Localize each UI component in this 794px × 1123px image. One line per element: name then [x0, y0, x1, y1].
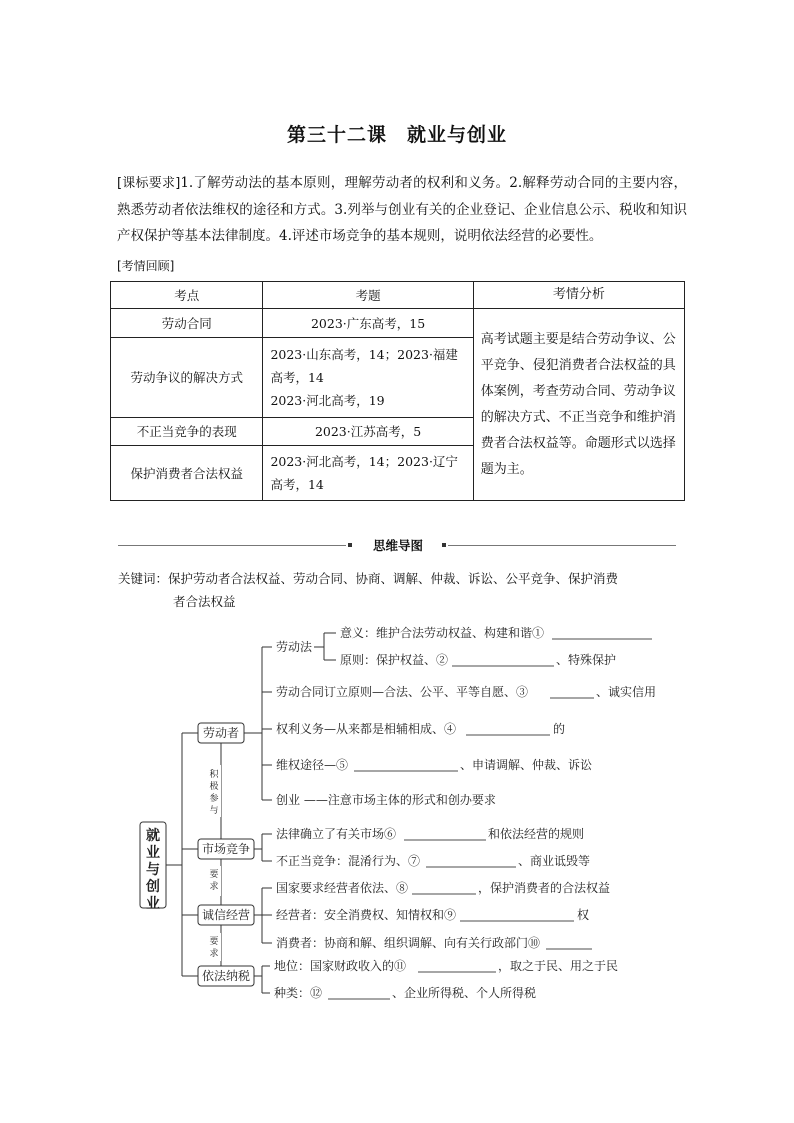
connector-require-1: 要求: [209, 870, 219, 892]
question-cell: 2023·江苏高考，5: [263, 418, 473, 446]
branch-tax: 依法纳税: [201, 969, 251, 983]
question-cell: 2023·广东高考，15: [263, 309, 473, 338]
branch-market: 市场竞争: [201, 842, 251, 856]
page-title: 第三十二课 就业与创业: [286, 124, 507, 146]
labor-law: 劳动法: [276, 640, 313, 654]
requirements-text: 1.了解劳动法的基本原则，理解劳动者的权利和义务。2.解释劳动合同的主要内容，熟悉劳动者依法维权的途径和方式。3.列举与创业有关的企业登记、企业信息公示、税收和知识产权保护等基本法律制度。4.评述市场竞争的基本规则，说明依法经营的必要性。: [117, 175, 687, 244]
consumer-route: 消费者：协商和解、组织调解、向有关行政部门⑩: [276, 936, 541, 950]
analysis-cell: 高考试题主要是结合劳动争议、公平竞争、侵犯消费者合法权益的具体案例，考查劳动合同、劳动争议的解决方式、不正当竞争和维护消费者合法权益等。命题形式以选择题为主。: [473, 309, 684, 501]
keywords-label: 关键词：: [118, 571, 169, 586]
market-law-post: 和依法经营的规则: [488, 827, 585, 841]
startup: 创业 ——注意市场主体的形式和创办要求: [276, 793, 496, 807]
market-law: 法律确立了有关市场⑥: [276, 827, 397, 841]
header-point: 考点: [111, 282, 263, 309]
tax-status-post: ，取之于民、用之于民: [498, 959, 619, 973]
question-cell: 2023·河北高考，14；2023·辽宁高考，14: [263, 446, 473, 501]
labor-law-principle: 原则：保护权益、②: [340, 653, 449, 667]
tax-kinds-post: 、企业所得税、个人所得税: [392, 986, 537, 1000]
state-requirement-post: ，保护消费者的合法权益: [478, 881, 611, 895]
protection-route-post: 、申请调解、仲裁、诉讼: [460, 758, 593, 772]
connector-require-2: 要求: [209, 937, 219, 959]
unfair-competition: 不正当竞争：混淆行为、⑦: [276, 854, 421, 868]
unfair-competition-post: 、商业诋毁等: [518, 854, 591, 868]
labor-law-principle-post: 、特殊保护: [556, 653, 617, 667]
point-cell: 不正当竞争的表现: [111, 418, 263, 446]
contract-principle: 劳动合同订立原则—合法、公平、平等自愿、③: [276, 685, 529, 699]
protection-route: 维权途径—⑤: [276, 758, 349, 772]
point-cell: 保护消费者合法权益: [111, 446, 263, 501]
requirements-tag: [课标要求]: [117, 176, 181, 191]
branch-laborer: 劳动者: [202, 726, 240, 740]
point-cell: 劳动合同: [111, 309, 263, 338]
contract-principle-post: 、诚实信用: [596, 685, 657, 699]
keywords-continued: 者合法权益: [173, 594, 236, 609]
connector-participate: 积极参与: [209, 770, 219, 816]
mindmap-heading: 思维导图: [360, 536, 436, 554]
tax-kinds: 种类：⑫: [274, 986, 323, 1000]
operator-duty: 经营者：安全消费权、知情权和⑨: [276, 908, 457, 922]
labor-law-meaning: 意义：维护合法劳动权益、构建和谐①: [340, 626, 545, 640]
point-cell: 劳动争议的解决方式: [111, 338, 263, 418]
header-questions: 考题: [263, 282, 473, 309]
branch-honest: 诚信经营: [201, 908, 251, 922]
root-label: 就业与创业: [146, 828, 160, 912]
question-item: 2023·山东高考，14；2023·福建高考，14: [270, 347, 458, 385]
rights-duties: 权利义务—从来都是相辅相成、④: [276, 722, 457, 736]
state-requirement: 国家要求经营者依法、⑧: [276, 881, 409, 895]
tax-status: 地位：国家财政收入的⑪: [274, 959, 407, 973]
exam-review-label: [考情回顾]: [117, 259, 175, 273]
rights-duties-post: 的: [553, 722, 566, 736]
header-analysis: 考情分析: [473, 282, 684, 309]
question-item: 2023·河北高考，19: [270, 393, 385, 408]
keywords-text: 保护劳动者合法权益、劳动合同、协商、调解、仲裁、诉讼、公平竞争、保护消费: [168, 571, 619, 586]
operator-duty-post: 权: [577, 908, 590, 922]
